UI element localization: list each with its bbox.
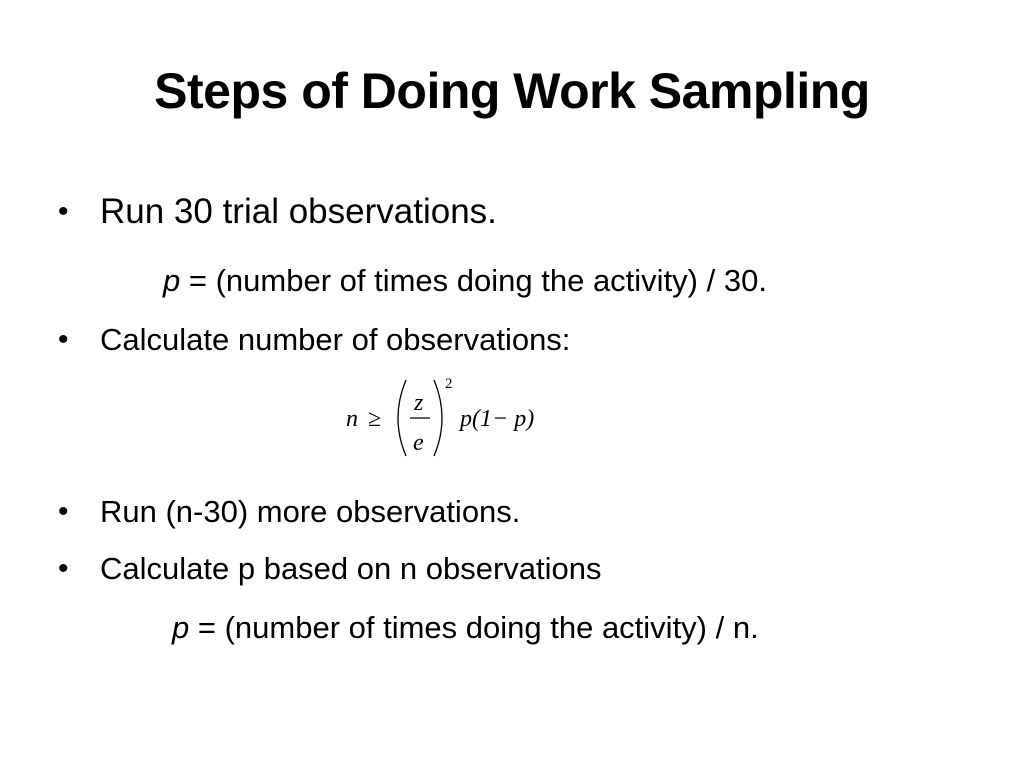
bullet-dot: • [58, 323, 69, 356]
formula-right-paren [434, 380, 442, 456]
p-definition-text: = (number of times doing the activity) / 30. [180, 263, 767, 298]
slide-title: Steps of Doing Work Sampling [154, 63, 870, 119]
formula-exponent: 2 [445, 376, 453, 392]
sample-size-formula [340, 372, 570, 464]
bullet-dot: • [58, 495, 69, 528]
formula-n: n [346, 406, 358, 432]
p-definition-text: = (number of times doing the activity) / n. [189, 610, 759, 645]
bullet-text: Run 30 trial observations. [100, 192, 497, 231]
formula-relation: ≥ [368, 406, 382, 432]
p-definition-n [172, 608, 759, 648]
bullet-text: Calculate p based on n observations [100, 551, 602, 586]
p-definition-30 [163, 261, 767, 301]
bullet-dot: • [58, 552, 69, 585]
bullet-text: Run (n-30) more observations. [100, 494, 521, 529]
formula-numerator: z [414, 390, 424, 416]
formula-left-paren [398, 380, 406, 456]
p-variable: p [163, 263, 181, 298]
bullet-text: Calculate number of observations: [100, 322, 571, 357]
p-variable: p [172, 610, 190, 645]
formula-denominator: e [413, 430, 424, 456]
bullet-dot: • [58, 195, 69, 228]
formula-tail: p(1− p) [460, 406, 535, 432]
